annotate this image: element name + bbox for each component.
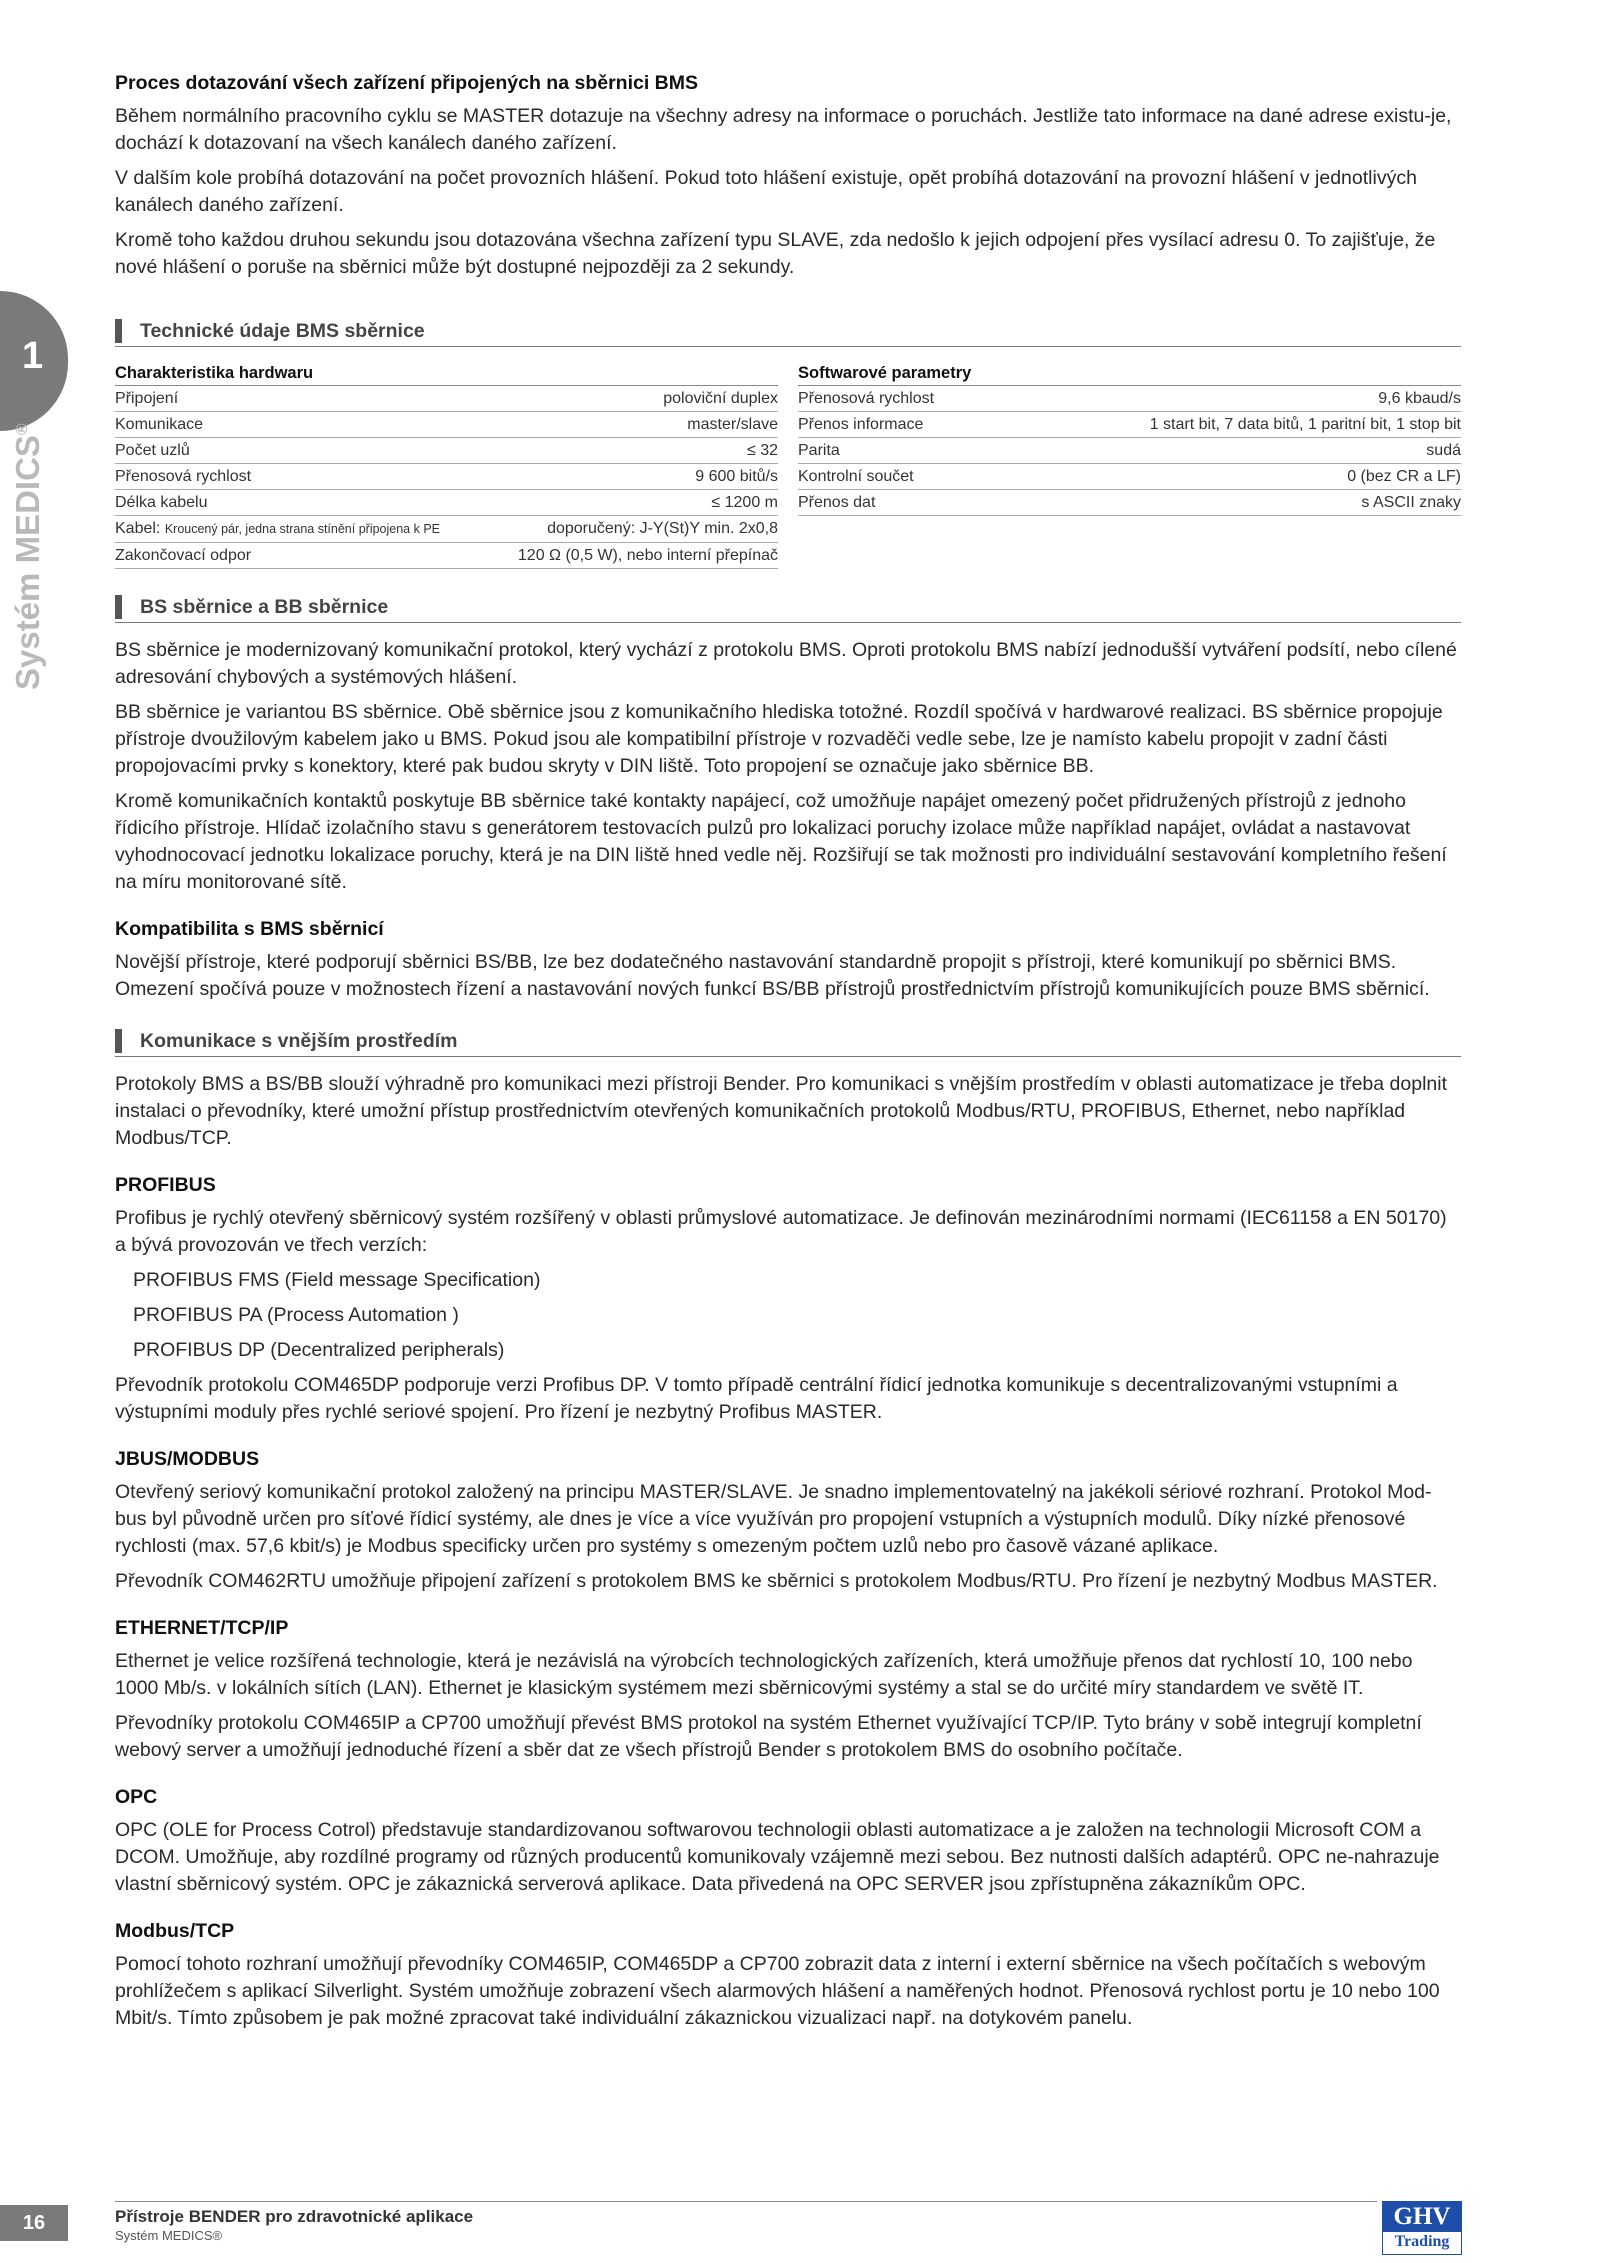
hardware-table (115, 361, 778, 569)
row-key: Zakončovací odpor (115, 547, 252, 564)
modbustcp-text: Pomocí tohoto rozhraní umožňují převodníky COM465IP, COM465DP a CP700 zobrazit data z interní i externí sběrnice na všech počítačích s webovým prohlížečem s aplikací Silverlight. Systém umožňuje zobrazení všech alarmových hlášení a naměřených hodnot. Přenosová rychlost portu je 10 nebo 100 Mbit/s. Tímto způsobem je pak možné zpracovat také individuální zákaznickou vizualizaci např. na dotykovém panelu. (115, 1953, 1440, 2029)
row-value: 9,6 kbaud/s (1378, 390, 1461, 407)
profibus-text2: Převodník protokolu COM465DP podporuje verzi Profibus DP. V tomto případě centrální řídicí jednotka komunikuje s decentralizovanými vstupními a výstupními moduly přes rychlé seriové spojení. Pro řízení je nezbytný Profibus MASTER. (115, 1374, 1398, 1423)
row-value: s ASCII znaky (1361, 494, 1461, 511)
side-title-reg: ® (14, 423, 31, 436)
row-value: poloviční duplex (663, 390, 778, 407)
table-row (798, 412, 1461, 438)
profibus-versions (133, 1267, 1461, 1364)
table-row (115, 412, 778, 438)
row-key-note: Kroucený pár, jedna strana stínění připojena k PE (164, 522, 440, 536)
page-number: 16 (0, 2205, 68, 2241)
side-title (9, 423, 47, 690)
intro-paragraph: Kromě toho každou druhou sekundu jsou dotazována všechna zařízení typu SLAVE, zda nedošlo k jejich odpojení přes vysílací adresu 0. To zajišťuje, že nové hlášení o poruše na sběrnici může být dostupné nejpozději za 2 sekundy. (115, 229, 1436, 278)
ghv-trading-logo (1382, 2201, 1462, 2255)
bsbb-paragraph: BB sběrnice je variantou BS sběrnice. Obě sběrnice jsou z komunikačního hlediska totožné. Rozdíl spočívá v hardwarové realizaci. BS sběrnice propojuje přístroje dvoužilovým kabelem jako u BMS. Pokud jsou ale kompatibilní přístroje v rozvaděči vedle sebe, lze je namísto kabelu propojit v zadní části propojovacími prvky s konektory, které pak budou skryty v DIN liště. Toto propojení se označuje jako sběrnice BB. (115, 701, 1443, 777)
table-row (115, 386, 778, 412)
ethernet-text: Ethernet je velice rozšířená technologie, která je nezávislá na výrobcích technologických zařízeních, která umožňuje přenos dat rychlostí 10, 100 nebo 1000 Mb/s. v lokálních sítích (LAN). Ethernet je klasickým systémem mezi sběrnicovými systémy a stal se do určité míry standardem ve světě IT. (115, 1650, 1413, 1699)
row-value: ≤ 32 (746, 442, 778, 459)
tech-tables (115, 361, 1461, 569)
compat-text: Novější přístroje, které podporují sběrnici BS/BB, lze bez dodatečného nastavování standardně propojit s přístroji, které komunikují po sběrnici BMS. Omezení spočívá pouze v možnostech řízení a nastavování nových funkcí BS/BB přístrojů prostřednictvím přístrojů komunikujících pouze BMS sběrnicí. (115, 951, 1430, 1000)
list-item: PROFIBUS PA (Process Automation ) (133, 1304, 459, 1326)
page-content (115, 70, 1461, 2040)
opc-text: OPC (OLE for Process Cotrol) představuje standardizovanou softwarovou technologii oblasti automatizace a je založen na technologii Microsoft COM a DCOM. Umožňuje, aby rozdílné programy od různých producentů komunikovaly vzájemně mezi sebou. Bez nutnosti dalších adaptérů. OPC ne-nahrazuje vlastní sběrnicový systém. OPC je zákaznická serverová aplikace. Data přivedená na OPC SERVER jsou zpřístupněna zákazníkům OPC. (115, 1819, 1440, 1895)
row-value: ≤ 1200 m (711, 494, 778, 511)
footer-divider (115, 2201, 1377, 2202)
modbus-text2: Převodník COM462RTU umožňuje připojení zařízení s protokolem BMS ke sběrnici s protokolem Modbus/RTU. Pro řízení je nezbytný Modbus MASTER. (115, 1570, 1438, 1592)
row-key: Přenosová rychlost (115, 468, 252, 485)
footer-title: Přístroje BENDER pro zdravotnické aplikace (115, 2207, 474, 2226)
row-value: doporučený: J-Y(St)Y min. 2x0,8 (547, 520, 778, 537)
table-row (115, 490, 778, 516)
hardware-table-title: Charakteristika hardwaru (115, 361, 778, 386)
footer-subtitle: Systém MEDICS® (115, 2228, 223, 2243)
modbus-text: Otevřený seriový komunikační protokol založený na principu MASTER/SLAVE. Je snadno implementovatelný na jakékoli sériové rozhraní. Protokol Mod-bus byl původně určen pro síťové řídicí systémy, ale dnes je více a více využíván pro propojení vstupních a výstupních modulů. Díky nízké přenosové rychlosti (max. 57,6 kbit/s) je Modbus specificky určen pro systémy s omezeným počtem uzlů nebo pro časově vázané aplikace. (115, 1481, 1432, 1557)
table-row (115, 438, 778, 464)
section-heading-bsbb: BS sběrnice a BB sběrnice (115, 595, 1461, 623)
row-key: Parita (798, 442, 840, 459)
table-row (115, 464, 778, 490)
row-key: Kabel: (115, 520, 161, 537)
intro-paragraph: V dalším kole probíhá dotazování na počet provozních hlášení. Pokud toto hlášení existuje, opět probíhá dotazování na provozní hlášení v jednotlivých kanálech daného zařízení. (115, 167, 1417, 216)
logo-trading: Trading (1394, 2233, 1450, 2250)
row-key-group (115, 516, 440, 542)
profibus-text: Profibus je rychlý otevřený sběrnicový systém rozšířený v oblasti průmyslové automatizace. Je definován mezinárodními normami (IEC61158 a EN 50170) a bývá provozován ve třech verzích: (115, 1207, 1447, 1256)
side-title-text: Systém MEDICS (9, 435, 46, 690)
profibus-title: PROFIBUS (115, 1174, 216, 1196)
row-value: 0 (bez CR a LF) (1347, 468, 1461, 485)
logo-ghv: GHV (1383, 2202, 1461, 2232)
table-row (115, 543, 778, 569)
row-key: Počet uzlů (115, 442, 190, 459)
list-item: PROFIBUS FMS (Field message Specification) (133, 1269, 541, 1291)
row-key: Přenos dat (798, 494, 876, 511)
modbustcp-title: Modbus/TCP (115, 1920, 235, 1942)
ext-text: Protokoly BMS a BS/BB slouží výhradně pro komunikaci mezi přístroji Bender. Pro komunikaci s vnějším prostředím v oblasti automatizace je třeba doplnit instalaci o převodníky, které umožní přístup prostřednictvím otevřených komunikačních protokolů Modbus/RTU, PROFIBUS, Ethernet, nebo například Modbus/TCP. (115, 1073, 1447, 1149)
software-table-title: Softwarové parametry (798, 361, 1461, 386)
modbus-title: JBUS/MODBUS (115, 1448, 260, 1470)
bsbb-paragraph: BS sběrnice je modernizovaný komunikační protokol, který vychází z protokolu BMS. Oproti protokolu BMS nabízí jednodušší vytváření podsítí, nebo cílené adresování chybových a systémových hlášení. (115, 639, 1457, 688)
row-key: Přenosová rychlost (798, 390, 935, 407)
table-row (798, 386, 1461, 412)
opc-title: OPC (115, 1786, 158, 1808)
row-key: Délka kabelu (115, 494, 208, 511)
software-table (798, 361, 1461, 569)
row-value: sudá (1426, 442, 1461, 459)
intro-title: Proces dotazování všech zařízení připojených na sběrnici BMS (115, 72, 699, 94)
table-row (798, 464, 1461, 490)
row-key: Připojení (115, 390, 179, 407)
compat-title: Kompatibilita s BMS sběrnicí (115, 918, 384, 940)
bsbb-paragraph: Kromě komunikačních kontaktů poskytuje BB sběrnice také kontakty napájecí, což umožňuje napájet omezený počet přidružených přístrojů z jednoho řídicího přístroje. Hlídač izolačního stavu s generátorem testovacích pulzů pro lokalizaci poruchy izolace může například napájet, ovládat a nastavovat vyhodnocovací jednotku lokalizace poruchy, která je na DIN liště hned vedle něj. Rozšiřují se tak možnosti pro individuální sestavování kompletního řešení na míru monitorované sítě. (115, 790, 1447, 893)
list-item: PROFIBUS DP (Decentralized peripherals) (133, 1339, 505, 1361)
row-key: Komunikace (115, 416, 204, 433)
chapter-number: 1 (22, 335, 44, 377)
section-heading-ext: Komunikace s vnějším prostředím (115, 1029, 1461, 1057)
table-row (115, 516, 778, 543)
ethernet-text2: Převodníky protokolu COM465IP a CP700 umožňují převést BMS protokol na systém Ethernet využívající TCP/IP. Tyto brány v sobě integrují kompletní webový server a umožňují jednoduché řízení a sběr dat ze všech přístrojů Bender s protokolem BMS do osobního počítače. (115, 1712, 1422, 1761)
row-value: master/slave (687, 416, 778, 433)
section-heading-tech: Technické údaje BMS sběrnice (115, 319, 1461, 347)
page-footer (0, 2195, 1600, 2255)
table-row (798, 490, 1461, 516)
row-value: 9 600 bitů/s (695, 468, 778, 485)
intro-paragraph: Během normálního pracovního cyklu se MASTER dotazuje na všechny adresy na informace o poruchách. Jestliže tato informace na dané adrese existu-je, dochází k dotazovaní na všech kanálech daného zařízení. (115, 105, 1452, 154)
ethernet-title: ETHERNET/TCP/IP (115, 1617, 289, 1639)
row-value: 120 Ω (0,5 W), nebo interní přepínač (517, 547, 778, 564)
row-key: Kontrolní součet (798, 468, 914, 485)
table-row (798, 438, 1461, 464)
row-value: 1 start bit, 7 data bitů, 1 paritní bit, 1 stop bit (1149, 416, 1461, 433)
row-key: Přenos informace (798, 416, 924, 433)
